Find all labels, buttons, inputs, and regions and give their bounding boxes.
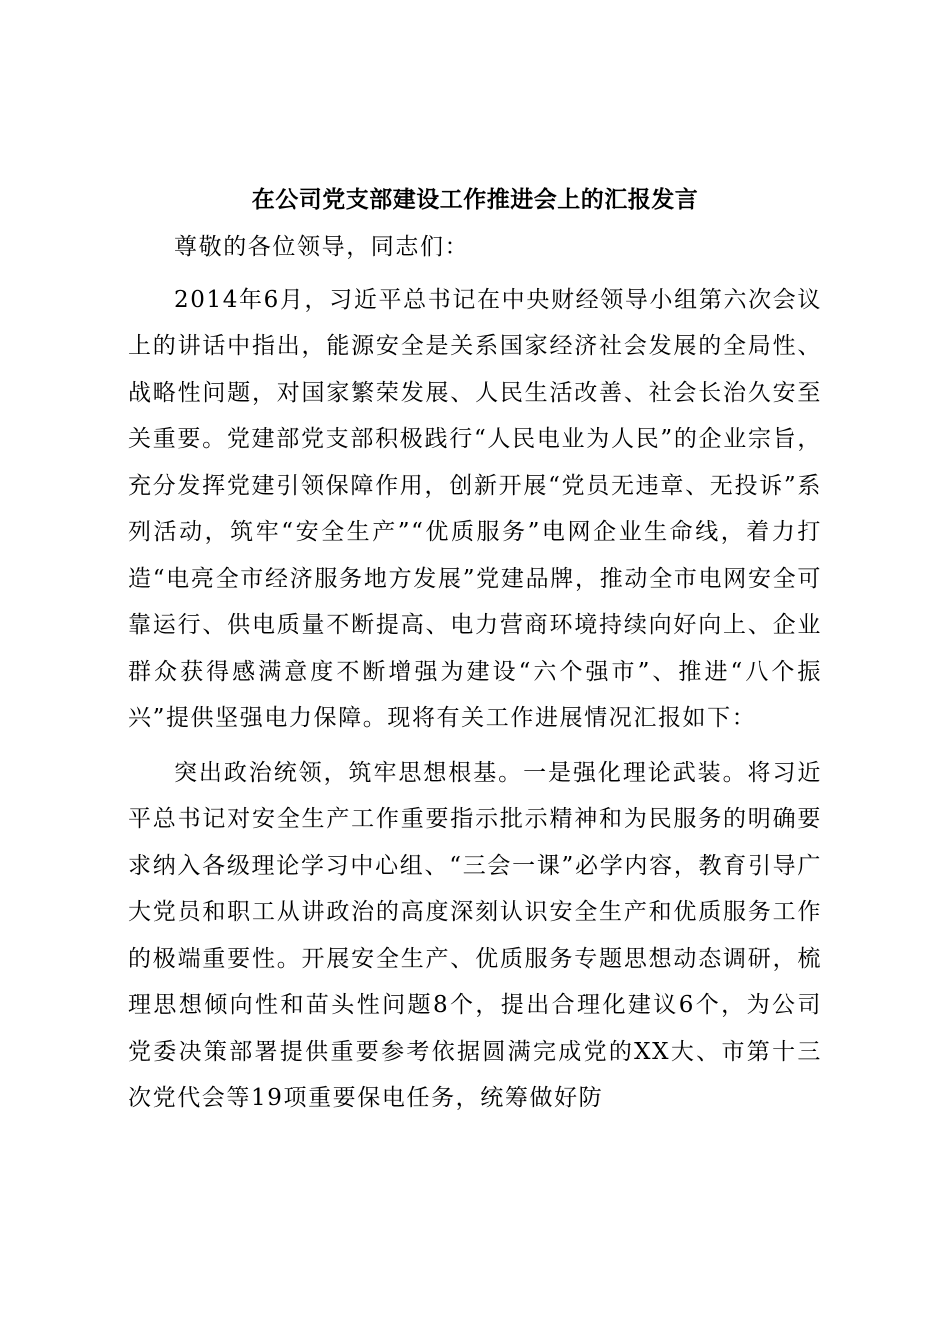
paragraph-intro: 2014年6月，习近平总书记在中央财经领导小组第六次会议上的讲话中指出，能源安全是关系国家经济社会发展的全局性、战略性问题，对国家繁荣发展、人民生活改善、社会长治久安至关重要。党建部党支部积极践行“人民电业为人民”的企业宗旨，充分发挥党建引领保障作用，创新开展“党员无违章、无投诉”系列活动，筑牢“安全生产”“优质服务”电网企业生命线，着力打造“电亮全市经济服务地方发展”党建品牌，推动全市电网安全可靠运行、供电质量不断提高、电力营商环境持续向好向上、企业群众获得感满意度不断增强为建设“六个强市”、推进“八个振兴”提供坚强电力保障。现将有关工作进展情况汇报如下：	[128, 286, 822, 731]
salutation: 尊敬的各位领导，同志们：	[174, 234, 470, 260]
document-title: 在公司党支部建设工作推进会上的汇报发言	[251, 186, 699, 213]
paragraph-political-leadership: 突出政治统领，筑牢思想根基。一是强化理论武装。将习近平总书记对安全生产工作重要指示批示精神和为民服务的明确要求纳入各级理论学习中心组、“三会一课”必学内容，教育引导广大党员和职工从讲政治的高度深刻认识安全生产和优质服务工作的极端重要性。开展安全生产、优质服务专题思想动态调研，梳理思想倾向性和苗头性问题8个，提出合理化建议6个，为公司党委决策部署提供重要参考依据圆满完成党的XX大、市第十三次党代会等19项重要保电任务，统筹做好防	[128, 759, 822, 1111]
document-body	[128, 176, 822, 1130]
